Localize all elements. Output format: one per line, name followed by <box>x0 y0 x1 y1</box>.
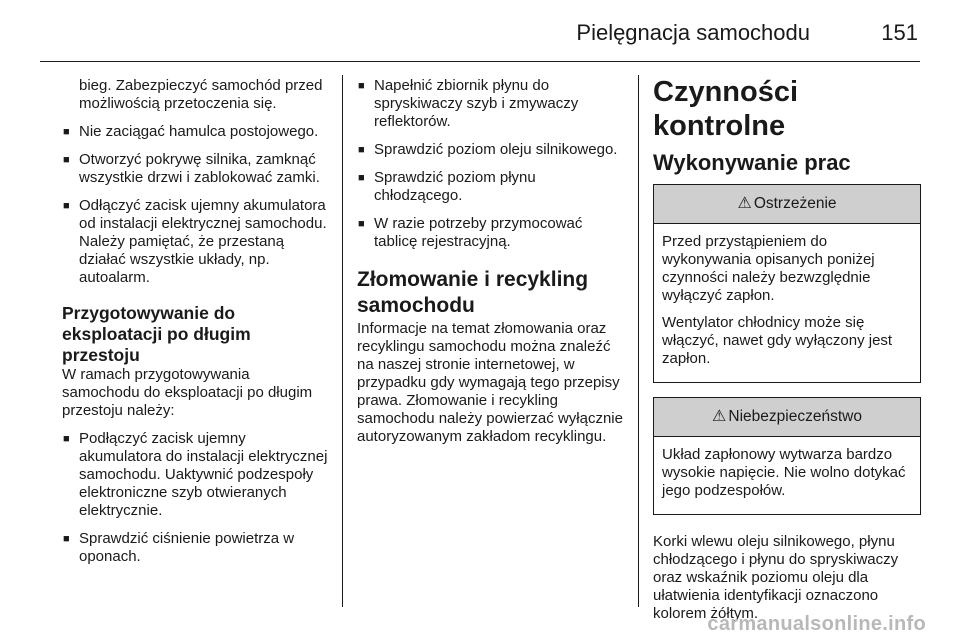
danger-box-header <box>654 398 920 437</box>
warning-box-title: Ostrzeżenie <box>753 195 837 212</box>
column-3 <box>653 77 921 633</box>
bullet-icon: ■ <box>358 144 365 156</box>
bullet-icon: ■ <box>358 218 365 230</box>
list-item-text: Otworzyć pokrywę silnika, zamknąć wszystkie drzwi i zablokować zamki. <box>79 151 320 186</box>
list-item-text: Podłączyć zacisk ujemny akumulatora do instalacji elektrycznej samochodu. Uaktywnić podzespoły elektroniczne szyb otwieranych elektrycznie. <box>79 430 328 519</box>
list-item <box>62 430 328 520</box>
list-item-text: Napełnić zbiornik płynu do spryskiwaczy szyb i zmywaczy reflektorów. <box>374 77 579 130</box>
column-1 <box>62 77 328 576</box>
section-heading: Złomowanie i recykling samochodu <box>357 268 589 317</box>
section-subheading: Przygotowywanie do eksploatacji po długim przestoju <box>62 303 251 365</box>
column-divider-2 <box>638 75 639 607</box>
danger-box-body <box>654 437 920 514</box>
list-item <box>62 197 328 287</box>
bullet-icon: ■ <box>358 172 365 184</box>
warning-paragraph: Przed przystąpieniem do wykonywania opisanych poniżej czynności należy bezwzględnie wyłączyć zapłon. <box>662 233 875 304</box>
list-item-text: Sprawdzić poziom płynu chłodzącego. <box>374 169 536 204</box>
section-heading: Wykonywanie prac <box>653 150 851 175</box>
header-rule <box>40 61 920 62</box>
list-item <box>357 141 625 159</box>
column-2 <box>357 77 625 456</box>
list-item <box>62 151 328 187</box>
list-item <box>62 530 328 566</box>
intro-paragraph: W ramach przygotowywania samochodu do eksploatacji po długim przestoju należy: <box>62 366 313 419</box>
danger-box <box>653 397 921 515</box>
list-item-text: Sprawdzić ciśnienie powietrza w oponach. <box>79 530 295 565</box>
warning-box-body <box>654 224 920 382</box>
bullet-icon: ■ <box>63 433 70 445</box>
warning-box-header <box>654 185 920 224</box>
list-item-text: Sprawdzić poziom oleju silnikowego. <box>374 141 618 158</box>
list-item-text: Nie zaciągać hamulca postojowego. <box>79 123 319 140</box>
bullet-icon: ■ <box>63 154 70 166</box>
fluid-caps-paragraph: Korki wlewu oleju silnikowego, płynu chłodzącego i płynu do spryskiwaczy oraz wskaźnik poziomu oleju dla ułatwienia identyfikacji oznaczono kolorem żółtym. <box>653 533 899 622</box>
bullet-icon: ■ <box>63 200 70 212</box>
list-item <box>62 77 328 113</box>
warning-paragraph: Wentylator chłodnicy może się włączyć, nawet gdy wyłączony jest zapłon. <box>662 314 893 367</box>
list-item-text: Odłączyć zacisk ujemny akumulatora od instalacji elektrycznej samochodu. Należy pamiętać, że przestaną działać wszystkie układy, np. autoalarm. <box>79 197 327 286</box>
chapter-heading: Czynności kontrolne <box>653 76 799 142</box>
list-item <box>357 215 625 251</box>
column-divider-1 <box>342 75 343 607</box>
warning-triangle-icon: ⚠ <box>737 195 752 212</box>
recycling-paragraph: Informacje na temat złomowania oraz recyklingu samochodu można znaleźć na naszej stronie internetowej, w przypadku gdy wymagają tego przepisy prawa. Złomowanie i recykling samochodu należy powierzać wyłącznie autoryzowanym zakładom recyklingu. <box>357 320 623 445</box>
warning-triangle-icon: ⚠ <box>712 408 727 425</box>
list-item-text: bieg. Zabezpieczyć samochód przed możliwością przetoczenia się. <box>79 77 323 112</box>
danger-paragraph: Układ zapłonowy wytwarza bardzo wysokie napięcie. Nie wolno dotykać jego podzespołów. <box>662 446 906 499</box>
list-item <box>357 169 625 205</box>
list-item <box>62 123 328 141</box>
page-number: 151 <box>881 20 918 45</box>
bullet-icon: ■ <box>63 533 70 545</box>
warning-box <box>653 184 921 383</box>
running-title: Pielęgnacja samochodu <box>576 20 810 45</box>
list-item-text: W razie potrzeby przymocować tablicę rejestracyjną. <box>374 215 583 250</box>
bullet-icon: ■ <box>63 126 70 138</box>
watermark: carmanualsonline.info <box>707 613 926 635</box>
list-item <box>357 77 625 131</box>
bullet-icon: ■ <box>358 80 365 92</box>
danger-box-title: Niebezpieczeństwo <box>728 408 862 425</box>
